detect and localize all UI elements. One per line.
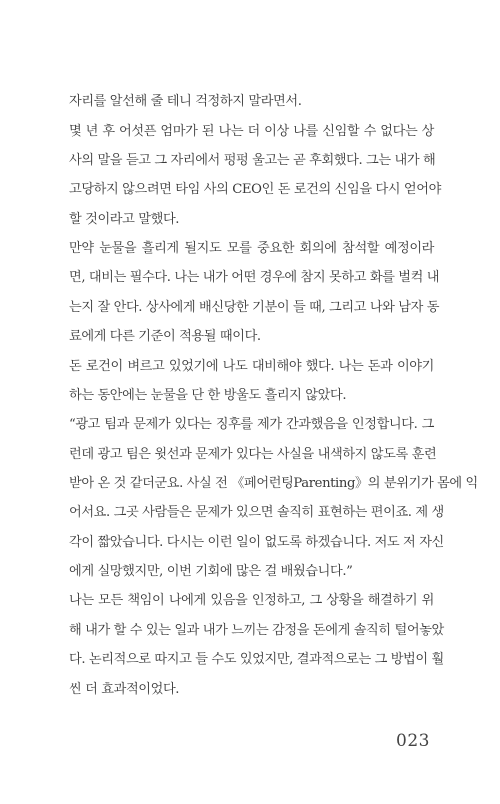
- text-line-8: 는지 잘 안다. 상사에게 배신당한 기분이 들 때, 그리고 나와 남자 동: [69, 300, 440, 315]
- text-line-1: 자리를 알선해 줄 테니 걱정하지 말라면서.: [69, 94, 302, 109]
- text-line-2: 몇 년 후 어섯픈 엄마가 된 나는 더 이상 나를 신임할 수 없다는 상: [69, 124, 434, 139]
- text-line-7: 면, 대비는 필수다. 나는 내가 어떤 경우에 참지 못하고 화를 벌컥 내: [69, 270, 440, 285]
- text-line-13: 런데 광고 팀은 윗선과 문제가 있다는 사실을 내색하지 않도록 훈련: [69, 447, 437, 462]
- text-line-14: 받아 온 것 같더군요. 사실 전 《페어런팅Parenting》의 분위기가 몸에 익: [69, 476, 478, 491]
- text-line-21: 씬 더 효과적이었다.: [69, 682, 180, 697]
- text-line-18: 나는 모든 책임이 나에게 있음을 인정하고, 그 상황을 해결하기 위: [69, 593, 434, 608]
- text-line-4: 고당하지 않으려면 타임 사의 CEO인 돈 로건의 신임을 다시 얻어야: [69, 182, 441, 197]
- text-line-12: “광고 팀과 문제가 있다는 징후를 제가 간과했음을 인정합니다. 그: [69, 417, 434, 432]
- page-number: 023: [396, 731, 430, 751]
- text-line-3: 사의 말을 듣고 그 자리에서 펑펑 울고는 곧 후회했다. 그는 내가 해: [69, 153, 436, 168]
- text-line-11: 하는 동안에는 눈물을 단 한 방울도 흘리지 않았다.: [69, 388, 347, 403]
- text-line-10: 돈 로건이 벼르고 있었기에 나도 대비해야 했다. 나는 돈과 이야기: [69, 359, 434, 374]
- text-line-20: 다. 논리적으로 따지고 들 수도 있었지만, 결과적으로는 그 방법이 훨: [69, 652, 444, 667]
- text-line-6: 만약 눈물을 흘리게 될지도 모를 중요한 회의에 참석할 예정이라: [69, 241, 434, 256]
- text-line-9: 료에게 다른 기준이 적용될 때이다.: [69, 329, 261, 344]
- text-line-15: 어서요. 그곳 사람들은 문제가 있으면 솔직히 표현하는 편이죠. 제 생: [69, 505, 444, 520]
- text-line-17: 에게 실망했지만, 이번 기회에 많은 걸 배웠습니다.”: [69, 564, 353, 579]
- text-line-19: 해 내가 할 수 있는 일과 내가 느끼는 감정을 돈에게 솔직히 털어놓았: [69, 623, 444, 638]
- text-line-5: 할 것이라고 말했다.: [69, 212, 180, 227]
- text-line-16: 각이 짧았습니다. 다시는 이런 일이 없도록 하겠습니다. 저도 저 자신: [69, 535, 444, 550]
